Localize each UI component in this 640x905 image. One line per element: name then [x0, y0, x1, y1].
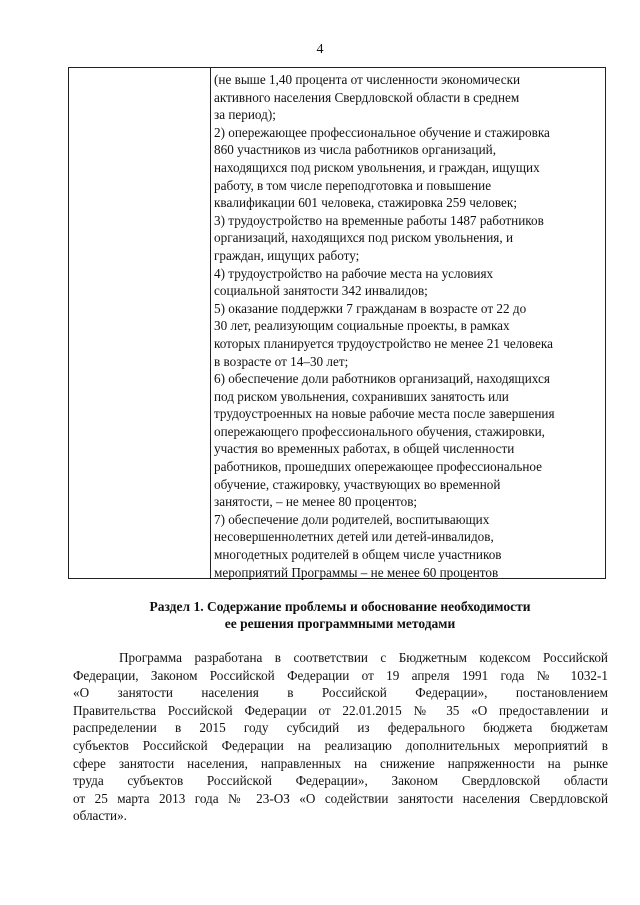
table-text-line: организаций, находящихся под риском увольнения, и	[214, 230, 514, 246]
table-text-line: 4) трудоустройство на рабочие места на условиях	[214, 265, 494, 281]
table-text-line: граждан, ищущих работу;	[214, 247, 360, 263]
table-text-line: 2) опережающее профессиональное обучение и стажировка	[214, 124, 550, 140]
table-text-line: опережающего профессионального обучения, стажировки,	[214, 423, 545, 439]
table-text-line: 6) обеспечение доли работников организаций, находящихся	[214, 371, 550, 387]
table-text-line: трудоустроенных на новые рабочие места после завершения	[214, 406, 555, 422]
section-heading-line: Раздел 1. Содержание проблемы и обоснование необходимости	[149, 599, 531, 614]
table-text-line: занятости, – не менее 80 процентов;	[214, 494, 418, 510]
paragraph-line: субъектов Российской Федерации на реализацию дополнительных мероприятий в	[73, 737, 608, 753]
paragraph-line: сфере занятости населения, направленных на снижение напряженности на рынке	[73, 755, 608, 771]
table-text-line: активного населения Свердловской области в среднем	[214, 89, 520, 105]
paragraph-line: Программа разработана в соответствии с Бюджетным кодексом Российской	[119, 650, 608, 665]
table-text-line: за период);	[214, 107, 276, 123]
paragraph-line: Федерации, Законом Российской Федерации от 19 апреля 1991 года № 1032-1	[73, 667, 608, 683]
table-right-cell	[211, 68, 605, 578]
table-text-line: работу, в том числе переподготовка и повышение	[214, 177, 492, 193]
paragraph-line: распределении в 2015 году субсидий из федерального бюджета бюджетам	[73, 720, 608, 736]
table-text-line: в возрасте от 14–30 лет;	[214, 353, 349, 369]
paragraph-line: «О занятости населения в Российской Федерации», постановлением	[73, 685, 608, 701]
table-text-line: обучение, стажировку, участвующих во временной	[214, 476, 501, 492]
page-number: 4	[316, 42, 324, 57]
table-text-line: многодетных родителей в общем числе участников	[214, 547, 502, 563]
table-text-line: работников, прошедших опережающее профессиональное	[214, 459, 543, 475]
table-text-line: 5) оказание поддержки 7 гражданам в возрасте от 22 до	[214, 300, 527, 316]
table-text-line: 7) обеспечение доли родителей, воспитывающих	[214, 511, 490, 527]
table-text-line: под риском увольнения, сохранивших занятость или	[214, 388, 509, 404]
table-text-line: 3) трудоустройство на временные работы 1487 работников	[214, 212, 544, 228]
body-paragraph	[73, 649, 608, 825]
paragraph-line: труда субъектов Российской Федерации», Законом Свердловской области	[73, 773, 608, 789]
section-heading-line: ее решения программными методами	[224, 616, 456, 631]
table-left-cell	[69, 68, 211, 578]
paragraph-line: от 25 марта 2013 года № 23-ОЗ «О содействии занятости населения Свердловской	[73, 790, 608, 806]
table-text-line: 30 лет, реализующим социальные проекты, в рамках	[214, 318, 510, 334]
table-text-line: (не выше 1,40 процента от численности экономически	[214, 72, 521, 87]
paragraph-line: области».	[73, 808, 127, 824]
table-text-line: квалификации 601 человека, стажировка 259 человек;	[214, 195, 517, 211]
table-text-line: 860 участников из числа работников организаций,	[214, 142, 496, 158]
table-text-line: несовершеннолетних детей или детей-инвалидов,	[214, 529, 494, 545]
table-text-line: которых планируется трудоустройство не менее 21 человека	[214, 335, 553, 351]
table-text-line: участия во временных работах, в общей численности	[214, 441, 515, 457]
table-text-line: социальной занятости 342 инвалидов;	[214, 283, 428, 299]
content-table	[68, 67, 606, 579]
table-text-line: мероприятий Программы – не менее 60 процентов	[214, 564, 499, 580]
paragraph-line: Правительства Российской Федерации от 22.01.2015 № 35 «О предоставлении и	[73, 702, 608, 718]
table-text-line: находящихся под риском увольнения, и граждан, ищущих	[214, 159, 540, 175]
section-heading	[60, 598, 620, 632]
